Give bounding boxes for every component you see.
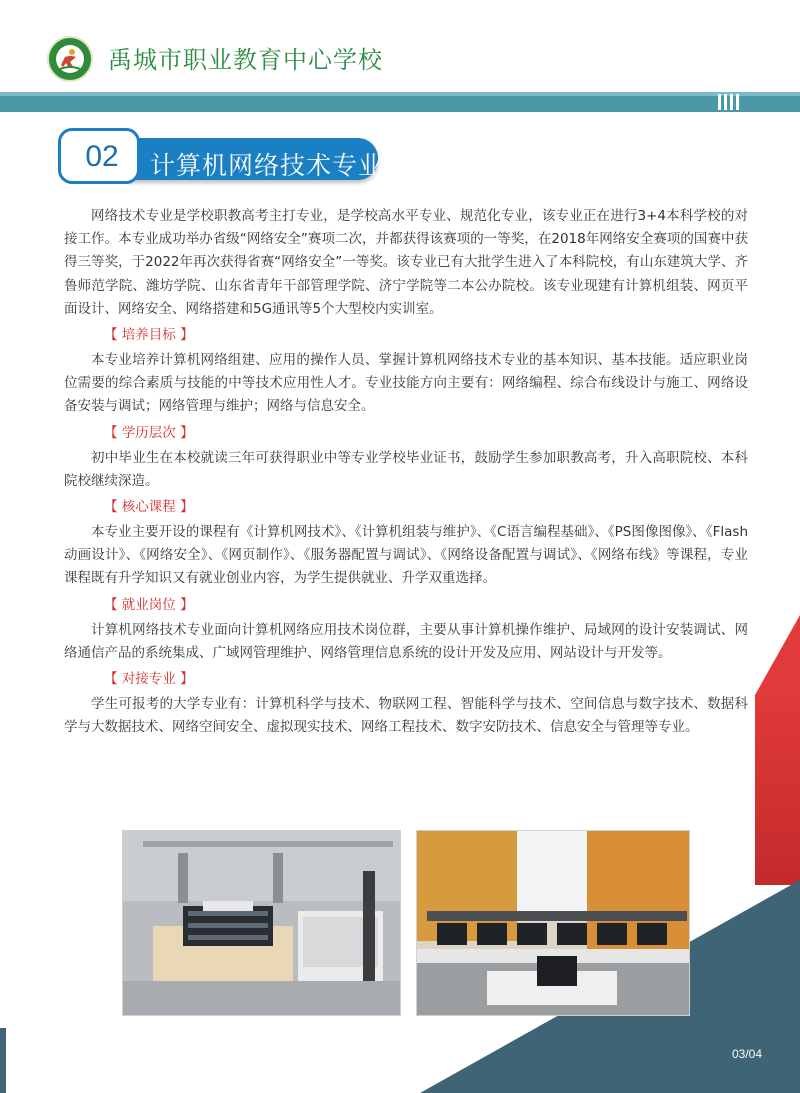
- paragraph-core-courses: 本专业主要开设的课程有《计算机网技术》、《计算机组装与维护》、《C语言编程基础》、《PS图像图像》、《Flash动画设计》、《网络安全》、《网页制作》、《服务器配置与调试》、《网络设备配置与调试》、《网络布线》等课程，专业课程既有升学知识又有就业创业内容，为学生提供就业、升学双重选择。: [64, 524, 748, 587]
- heading-training-goal: 【 培养目标 】: [104, 327, 194, 344]
- heading-core-courses: 【 核心课程 】: [104, 499, 194, 516]
- computer-lab-photo-icon: [417, 831, 690, 1016]
- red-triangle-decoration: [755, 615, 800, 695]
- section-number: 02: [85, 140, 119, 173]
- logo-emblem: [56, 45, 84, 73]
- school-logo: [47, 36, 93, 82]
- page-header: [0, 0, 800, 118]
- paragraph-education-level: 初中毕业生在本校就读三年可获得职业中等专业学校毕业证书，鼓励学生参加职教高考，升入高职院校、本科院校继续深造。: [64, 449, 748, 489]
- header-teal-bar: [0, 92, 800, 112]
- header-stripes-decoration: [718, 94, 746, 110]
- heading-career-positions: 【 就业岗位 】: [104, 596, 194, 613]
- heading-education-level: 【 学历层次 】: [104, 424, 194, 441]
- training-room-photo-left: [122, 830, 401, 1016]
- page-number: 03/04: [731, 1047, 762, 1061]
- header-bar-highlight: [0, 92, 800, 96]
- section-number-box: [58, 128, 140, 184]
- heading-related-majors: 【 对接专业 】: [104, 671, 194, 688]
- section-tab: [58, 128, 385, 186]
- article-body: [64, 205, 748, 739]
- intro-paragraph: 网络技术专业是学校职教高考主打专业，是学校高水平专业、规范化专业，该专业正在进行3+4本科学校的对接工作。本专业成功举办省级“网络安全”赛项二次，并都获得该赛项的一等奖，在2018年网络安全赛项的国赛中获得三等奖，于2022年再次获得省赛“网络安全”一等奖。该专业已有大批学生进入了本科院校，有山东建筑大学、齐鲁师范学院、潍坊学院、山东省青年干部管理学院、济宁学院等二本公办院校。该专业现建有计算机组装、网页平面设计、网络安全、网络搭建和5G通讯等5个大型校内实训室。: [64, 208, 748, 317]
- school-name: 禹城市职业教育中心学校: [108, 46, 383, 74]
- network-lab-photo-icon: [123, 831, 401, 1016]
- paragraph-career-positions: 计算机网络技术专业面向计算机网络应用技术岗位群，主要从事计算机操作维护、局域网的设计安装调试、网络通信产品的系统集成、广域网管理维护、网络管理信息系统的设计开发及应用、网站设计与开发等。: [64, 621, 748, 661]
- section-title: 计算机网络技术专业: [150, 151, 385, 180]
- paragraph-related-majors: 学生可报考的大学专业有：计算机科学与技术、物联网工程、智能科学与技术、空间信息与数字技术、数据科学与大数据技术、网络空间安全、虚拟现实技术、网络工程技术、数字安防技术、信息安全与管理等专业。: [64, 696, 748, 736]
- red-band-decoration: [755, 695, 800, 885]
- logo-figure-icon: [56, 45, 84, 73]
- bottom-left-bar-decoration: [0, 1028, 6, 1093]
- paragraph-training-goal: 本专业培养计算机网络组建、应用的操作人员、掌握计算机网络技术专业的基本知识、基本技能。适应职业岗位需要的综合素质与技能的中等技术应用性人才。专业技能方向主要有：网络编程、综合布线设计与施工、网络设备安装与调试；网络管理与维护；网络与信息安全。: [64, 352, 748, 415]
- computer-room-photo-right: [416, 830, 690, 1016]
